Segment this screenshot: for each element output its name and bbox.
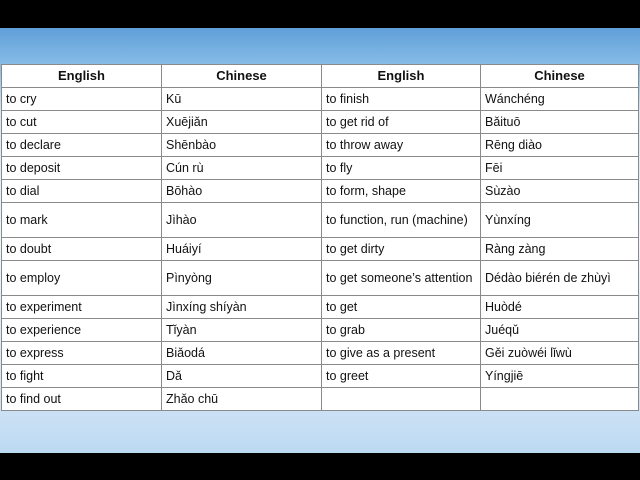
english-cell: to get rid of	[322, 111, 481, 134]
chinese-cell: Bǎituō	[481, 111, 639, 134]
english-cell: to doubt	[2, 238, 162, 261]
table-row	[2, 365, 639, 388]
table-row	[2, 296, 639, 319]
table-row	[2, 238, 639, 261]
chinese-cell: Dǎ	[162, 365, 322, 388]
english-cell: to form, shape	[322, 180, 481, 203]
english-cell: to deposit	[2, 157, 162, 180]
table-row	[2, 157, 639, 180]
table-header-row	[2, 65, 639, 88]
english-cell: to fly	[322, 157, 481, 180]
english-cell: to get dirty	[322, 238, 481, 261]
chinese-cell: Yíngjiē	[481, 365, 639, 388]
empty-cell	[322, 388, 481, 411]
chinese-cell: Cún rù	[162, 157, 322, 180]
english-cell: to dial	[2, 180, 162, 203]
chinese-cell: Biǎodá	[162, 342, 322, 365]
table-row	[2, 261, 639, 296]
chinese-cell: Huáiyí	[162, 238, 322, 261]
english-cell: to grab	[322, 319, 481, 342]
chinese-cell: Xuējiǎn	[162, 111, 322, 134]
english-cell: to declare	[2, 134, 162, 157]
table-row	[2, 111, 639, 134]
header-english-1: English	[2, 65, 162, 88]
table-row	[2, 134, 639, 157]
english-cell: to fight	[2, 365, 162, 388]
english-cell: to get someone’s attention	[322, 261, 481, 296]
empty-cell	[481, 388, 639, 411]
english-cell: to function, run (machine)	[322, 203, 481, 238]
chinese-cell: Jìhào	[162, 203, 322, 238]
english-cell: to cut	[2, 111, 162, 134]
table-row	[2, 319, 639, 342]
header-english-2: English	[322, 65, 481, 88]
english-cell: to find out	[2, 388, 162, 411]
chinese-cell: Fēi	[481, 157, 639, 180]
vocabulary-table	[1, 64, 639, 411]
chinese-cell: Juéqǔ	[481, 319, 639, 342]
english-cell: to get	[322, 296, 481, 319]
english-cell: to experience	[2, 319, 162, 342]
english-cell: to give as a present	[322, 342, 481, 365]
chinese-cell: Jìnxíng shíyàn	[162, 296, 322, 319]
english-cell: to throw away	[322, 134, 481, 157]
english-cell: to cry	[2, 88, 162, 111]
chinese-cell: Sùzào	[481, 180, 639, 203]
chinese-cell: Yùnxíng	[481, 203, 639, 238]
chinese-cell: Huòdé	[481, 296, 639, 319]
chinese-cell: Gěi zuòwéi lǐwù	[481, 342, 639, 365]
table-row	[2, 180, 639, 203]
english-cell: to finish	[322, 88, 481, 111]
english-cell: to employ	[2, 261, 162, 296]
chinese-cell: Bōhào	[162, 180, 322, 203]
english-cell: to greet	[322, 365, 481, 388]
english-cell: to experiment	[2, 296, 162, 319]
chinese-cell: Ràng zàng	[481, 238, 639, 261]
letterbox-top	[0, 0, 640, 28]
table-row	[2, 388, 639, 411]
english-cell: to mark	[2, 203, 162, 238]
chinese-cell: Shēnbào	[162, 134, 322, 157]
chinese-cell: Kū	[162, 88, 322, 111]
chinese-cell: Pìnyòng	[162, 261, 322, 296]
chinese-cell: Rēng diào	[481, 134, 639, 157]
header-chinese-2: Chinese	[481, 65, 639, 88]
chinese-cell: Tǐyàn	[162, 319, 322, 342]
header-chinese-1: Chinese	[162, 65, 322, 88]
letterbox-bottom	[0, 453, 640, 480]
chinese-cell: Wánchéng	[481, 88, 639, 111]
table-row	[2, 203, 639, 238]
chinese-cell: Dédào biérén de zhùyì	[481, 261, 639, 296]
table-row	[2, 88, 639, 111]
chinese-cell: Zhǎo chū	[162, 388, 322, 411]
english-cell: to express	[2, 342, 162, 365]
table-row	[2, 342, 639, 365]
